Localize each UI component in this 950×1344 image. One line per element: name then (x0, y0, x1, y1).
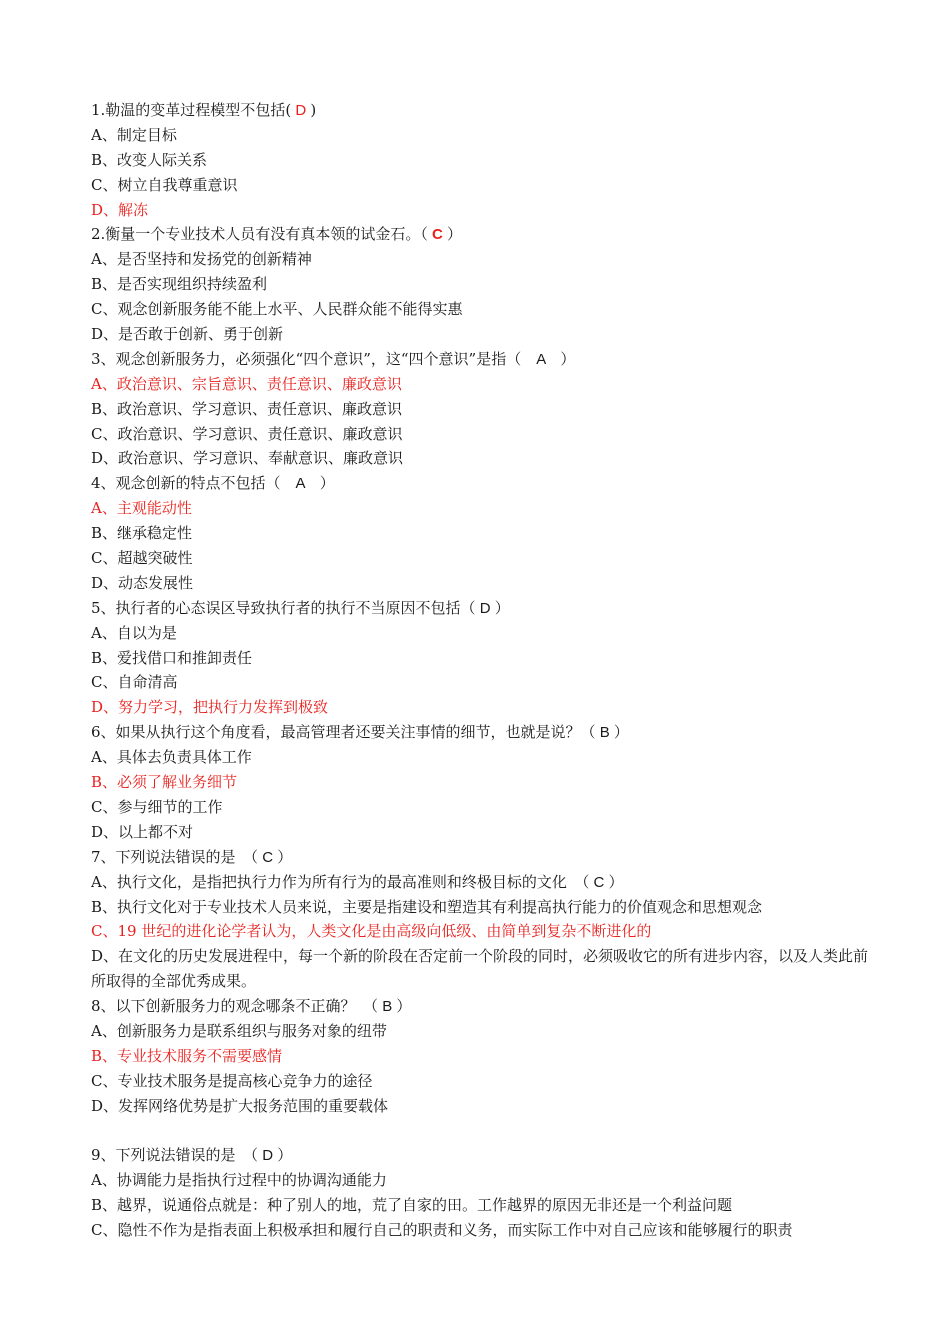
question-3-answer: A (521, 350, 561, 368)
question-8-answer: B (378, 998, 397, 1016)
question-8-stem: 8、以下创新服务力的观念哪条不正确？ （ B ） (91, 997, 412, 1016)
question-4-option-b: B、继承稳定性 (91, 524, 193, 543)
question-7-option-a-answer: C (589, 873, 609, 891)
question-1-stem: 1.勒温的变革过程模型不包括( D ) (91, 101, 317, 119)
question-7-option-c-correct: C、19 世纪的进化论学者认为，人类文化是由高级向低级、由简单到复杂不断进化的 (91, 922, 652, 941)
question-9-answer: D (258, 1147, 278, 1165)
question-1-answer: D (291, 102, 311, 119)
question-4-option-c: C、超越突破性 (91, 549, 193, 568)
question-3-option-c: C、政治意识、学习意识、责任意识、廉政意识 (91, 424, 403, 443)
exam-document (91, 98, 881, 1243)
question-5-option-b: B、爱找借口和推卸责任 (91, 648, 253, 667)
question-6-stem: 6、如果从执行这个角度看，最高管理者还要关注事情的细节，也就是说？（ B ） (91, 723, 629, 742)
question-8-option-a: A、创新服务力是联系组织与服务对象的纽带 (91, 1021, 387, 1040)
question-5-stem: 5、执行者的心态误区导致执行者的执行不当原因不包括（ D ） (91, 598, 510, 617)
question-5-option-d-correct: D、努力学习，把执行力发挥到极致 (91, 698, 329, 717)
question-4-option-d: D、动态发展性 (91, 573, 194, 592)
question-6-option-b-correct: B、必须了解业务细节 (91, 773, 238, 792)
question-2-option-c: C、观念创新服务能不能上水平、人民群众能不能得实惠 (91, 300, 463, 319)
question-7-stem: 7、下列说法错误的是 （ C ） (91, 847, 293, 866)
question-8-option-b-correct: B、专业技术服务不需要感情 (91, 1046, 283, 1065)
blank-line (91, 1119, 881, 1144)
question-1-option-c: C、树立自我尊重意识 (91, 175, 238, 194)
question-3-stem: 3、观念创新服务力，必须强化“四个意识”，这“四个意识”是指（ A ） (91, 349, 576, 368)
question-9-option-b: B、越界，说通俗点就是：种了别人的地，荒了自家的田。工作越界的原因无非还是一个利益问题 (91, 1196, 733, 1215)
question-4-answer: A (280, 475, 320, 493)
question-6-option-a: A、具体去负责具体工作 (91, 748, 252, 767)
question-9-stem: 9、下列说法错误的是 （ D ） (91, 1146, 293, 1165)
question-4-stem: 4、观念创新的特点不包括（ A ） (91, 474, 335, 493)
question-7-option-d: D、在文化的历史发展进程中，每一个新的阶段在否定前一个阶段的同时，必须吸收它的所有进步内容，以及人类此前所取得的全部优秀成果。 (91, 947, 869, 991)
question-7-option-b: B、执行文化对于专业技术人员来说，主要是指建设和塑造其有利提高执行能力的价值观念和思想观念 (91, 897, 763, 916)
question-3-option-a-correct: A、政治意识、宗旨意识、责任意识、廉政意识 (91, 374, 402, 393)
question-5-option-c: C、自命清高 (91, 673, 178, 692)
question-6-option-d: D、以上都不对 (91, 822, 194, 841)
question-2-stem: 2.衡量一个专业技术人员有没有真本领的试金石。（ C ） (91, 225, 463, 244)
question-1-option-d-correct: D、解冻 (91, 200, 149, 219)
question-8-option-c: C、专业技术服务是提高核心竞争力的途径 (91, 1071, 373, 1090)
question-6-option-c: C、参与细节的工作 (91, 797, 223, 816)
question-1-option-b: B、改变人际关系 (91, 150, 208, 169)
question-9-option-a: A、协调能力是指执行过程中的协调沟通能力 (91, 1171, 387, 1190)
question-3-option-b: B、政治意识、学习意识、责任意识、廉政意识 (91, 399, 403, 418)
question-2-answer: C (427, 226, 447, 244)
question-2-option-d: D、是否敢于创新、勇于创新 (91, 325, 284, 344)
question-4-option-a-correct: A、主观能动性 (91, 499, 192, 518)
question-1-option-a: A、制定目标 (91, 125, 177, 144)
question-9-option-c: C、隐性不作为是指表面上积极承担和履行自己的职责和义务，而实际工作中对自己应该和能够履行的职责 (91, 1221, 793, 1240)
question-2-option-b: B、是否实现组织持续盈利 (91, 275, 268, 294)
question-6-answer: B (595, 724, 614, 742)
question-2-option-a: A、是否坚持和发扬党的创新精神 (91, 250, 312, 269)
question-7-answer: C (258, 848, 278, 866)
question-5-option-a: A、自以为是 (91, 623, 177, 642)
question-7-option-a: A、执行文化，是指把执行力作为所有行为的最高准则和终极目标的文化 （ C ） (91, 872, 624, 891)
question-8-option-d: D、发挥网络优势是扩大报务范围的重要载体 (91, 1096, 389, 1115)
question-3-option-d: D、政治意识、学习意识、奉献意识、廉政意识 (91, 449, 404, 468)
question-5-answer: D (475, 599, 495, 617)
